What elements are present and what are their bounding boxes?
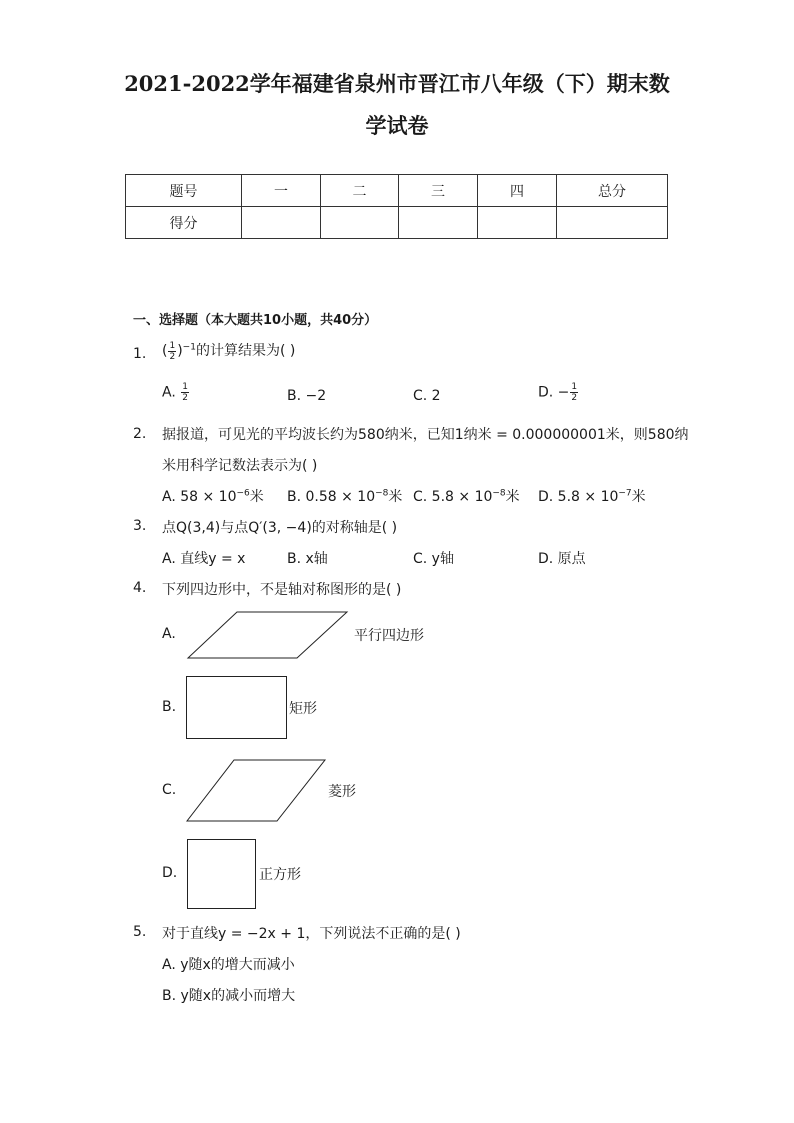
score-input-cell[interactable] (557, 207, 668, 239)
question-5-stem: 对于直线y = −2x + 1，下列说法不正确的是( ) (162, 926, 461, 942)
question-2-stem-line2: 米用科学记数法表示为( ) (162, 458, 318, 474)
page-title-line1: 2021-2022学年福建省泉州市晋江市八年级（下）期末数 (124, 71, 670, 96)
rectangle-shape (186, 676, 287, 739)
score-input-cell[interactable] (399, 207, 478, 239)
option-d[interactable]: D. 原点 (538, 551, 586, 567)
score-table-row (126, 207, 668, 239)
option-a[interactable]: A. $58 \times 10^{-6}$米 (162, 488, 264, 505)
option-d[interactable]: D. $5.8 \times 10^{-7}$米 (538, 488, 646, 505)
question-4-stem: 下列四边形中，不是轴对称图形的是( ) (162, 582, 402, 598)
rhombus-shape (186, 759, 326, 822)
option-d[interactable]: D. (162, 865, 178, 881)
score-cell: 题号 (126, 175, 242, 207)
question-2-stem-line1: 据报道，可见光的平均波长约为580纳米，已知1纳米 = 0.000000001米，则580纳 (162, 427, 689, 443)
score-input-cell[interactable] (321, 207, 399, 239)
option-a[interactable]: A. y随x的增大而减小 (162, 957, 295, 973)
score-table (125, 174, 668, 239)
question-1-stem: ( $\frac{1}{2}$ )$^{-1}$的计算结果为( ) (162, 340, 296, 362)
score-cell: 总分 (557, 175, 668, 207)
question-number: 3. (133, 518, 147, 534)
score-cell: 四 (478, 175, 557, 207)
question-3-stem: 点Q(3,4)与点Q′(3, −4)的对称轴是( ) (162, 520, 398, 536)
option-c[interactable]: C. y轴 (413, 551, 454, 567)
option-a[interactable]: A. 直线y = x (162, 551, 246, 567)
score-input-cell[interactable] (242, 207, 321, 239)
option-b[interactable]: B. $0.58 \times 10^{-8}$米 (287, 488, 403, 505)
shape-label: 矩形 (289, 701, 317, 717)
option-b[interactable]: B. x轴 (287, 551, 328, 567)
question-number: 2. (133, 426, 147, 442)
option-a[interactable]: A. (162, 626, 176, 642)
square-shape (187, 839, 256, 909)
fraction: $\frac{1}{2}$ (571, 382, 578, 403)
option-b[interactable]: B. (162, 699, 177, 715)
score-cell: 二 (321, 175, 399, 207)
option-c[interactable]: C. $5.8 \times 10^{-8}$米 (413, 488, 520, 505)
fraction: $\frac{1}{2}$ (182, 382, 188, 403)
score-table-header-row (126, 175, 668, 207)
option-d[interactable]: D. − $\frac{1}{2}$ (538, 382, 578, 403)
score-cell: 得分 (126, 207, 242, 239)
question-number: 1. (133, 346, 147, 362)
shape-label: 菱形 (328, 784, 356, 800)
option-c[interactable]: C. (162, 782, 177, 798)
option-a[interactable]: A. $\frac{1}{2}$ (162, 382, 188, 403)
page-title-line2: 学试卷 (365, 113, 429, 138)
score-cell: 三 (399, 175, 478, 207)
option-b[interactable]: B. −2 (287, 388, 327, 404)
score-cell: 一 (242, 175, 321, 207)
shape-label: 正方形 (259, 867, 301, 883)
score-input-cell[interactable] (478, 207, 557, 239)
option-b[interactable]: B. y随x的减小而增大 (162, 988, 296, 1004)
section-heading: 一、选择题（本大题共10小题，共40分） (133, 313, 378, 328)
fraction: $\frac{1}{2}$ (169, 340, 176, 362)
parallelogram-shape (187, 611, 347, 659)
shape-label: 平行四边形 (354, 628, 424, 644)
option-c[interactable]: C. 2 (413, 388, 441, 404)
question-number: 4. (133, 580, 147, 596)
question-number: 5. (133, 924, 147, 940)
